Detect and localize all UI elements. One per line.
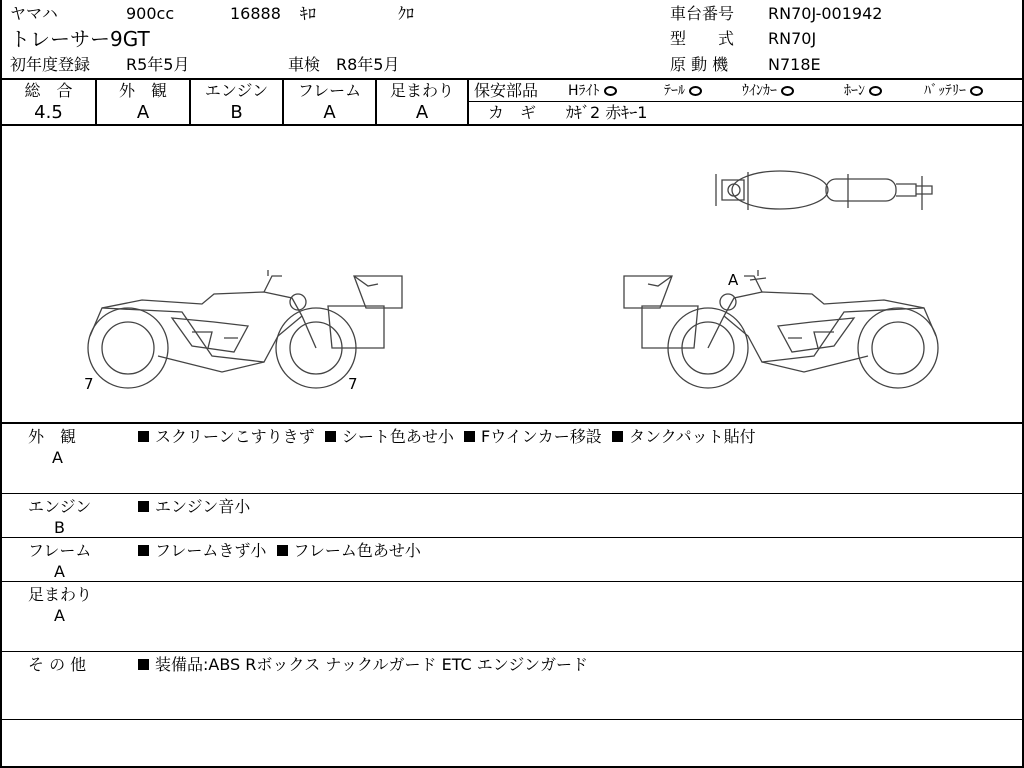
note-items: エンジン音小 [138,497,250,517]
safety-item-headlight: Hﾗｲﾄ [568,81,617,101]
safety-item-taillight: ﾃｰﾙ [664,81,702,101]
model-name: トレーサー9GT [10,27,150,51]
bullet-square-icon [612,431,623,442]
damage-diagram [2,126,1024,424]
bullet-square-icon [138,501,149,512]
damage-mark-right: A [728,271,739,289]
note-category: フレーム [28,541,92,560]
note-category: 足まわり [28,585,93,604]
safety-parts [468,80,1024,124]
grade-value: 4.5 [34,102,63,123]
note-category: そ の 他 [28,655,87,674]
note-row-suspension [2,582,1024,652]
motorcycle-top-view [716,171,932,210]
grade-label: 外 観 [118,81,167,100]
motorcycle-diagram-svg [2,126,1024,424]
model-type-value: RN70J [768,29,817,48]
first-registration-label: 初年度登録 [10,55,91,74]
bullet-square-icon [277,545,288,556]
note-category: 外 観 [28,427,77,446]
motorcycle-right-side-view [624,270,938,388]
note-items: 装備品:ABS Rボックス ナックルガード ETC エンジンガード [138,655,588,675]
grade-label: 足まわり [389,81,454,100]
grade-value: A [323,102,336,123]
mileage: 16888 [230,4,281,23]
grade-label: エンジン [204,81,269,100]
safety-parts-row [468,80,1024,102]
ok-circle-icon [781,86,794,96]
frame-number-label: 車台番号 [670,4,735,23]
note-grade: A [54,562,65,581]
ok-circle-icon [689,86,702,96]
ok-circle-icon [869,86,882,96]
safety-parts-title: 保安部品 [474,81,539,100]
note-items: スクリーンこすりきず シート色あせ小 Fウインカー移設 タンクパット貼付 [138,427,756,447]
note-grade: A [54,606,65,625]
grade-exterior [97,80,191,124]
note-row-engine [2,494,1024,538]
grade-label: フレーム [297,81,362,100]
grade-value: B [230,102,243,123]
note-category: エンジン [28,497,92,516]
grade-suspension [377,80,469,124]
frame-number-value: RN70J-001942 [768,4,883,23]
note-items: フレームきず小 フレーム色あせ小 [138,541,421,561]
note-grade: B [54,518,65,537]
ok-circle-icon [970,86,983,96]
safety-item-winker: ｳｲﾝｶｰ [742,81,794,101]
bullet-square-icon [138,545,149,556]
grade-value: A [415,102,429,123]
grade-table [2,78,1024,126]
bullet-square-icon [464,431,475,442]
model-type-label: 型 式 [670,29,735,48]
note-row-other [2,652,1024,720]
damage-mark-front-left: 7 [84,375,94,393]
key-label: カ ギ [488,103,537,122]
first-registration-value: R5年5月 [126,55,190,74]
grade-engine [191,80,284,124]
damage-mark-rear-left: 7 [348,375,358,393]
grade-label: 総 合 [24,81,73,100]
inspection-label: 車検 [288,55,321,74]
bullet-square-icon [325,431,336,442]
engine-model-label: 原 動 機 [670,55,729,74]
bullet-square-icon [138,659,149,670]
note-row-exterior [2,424,1024,494]
note-grade: A [52,448,63,467]
key-row [468,102,1024,124]
inspection-value: R8年5月 [336,55,400,74]
ok-circle-icon [604,86,617,96]
mileage-unit: ｷﾛ [300,4,317,23]
safety-item-battery: ﾊﾞｯﾃﾘｰ [924,81,983,101]
grade-overall [2,80,97,124]
key-value: ｶｷﾞ2 赤ｷｰ1 [566,103,648,122]
maker: ヤマハ [10,4,58,23]
note-row-frame [2,538,1024,582]
motorcycle-left-side-view [88,270,402,388]
grade-value: A [136,102,150,123]
bullet-square-icon [138,431,149,442]
grade-frame [284,80,377,124]
header [2,0,1024,78]
safety-item-horn: ﾎｰﾝ [844,81,882,101]
engine-model-value: N718E [768,55,821,74]
color: ｸﾛ [398,4,415,23]
displacement: 900cc [126,4,175,23]
